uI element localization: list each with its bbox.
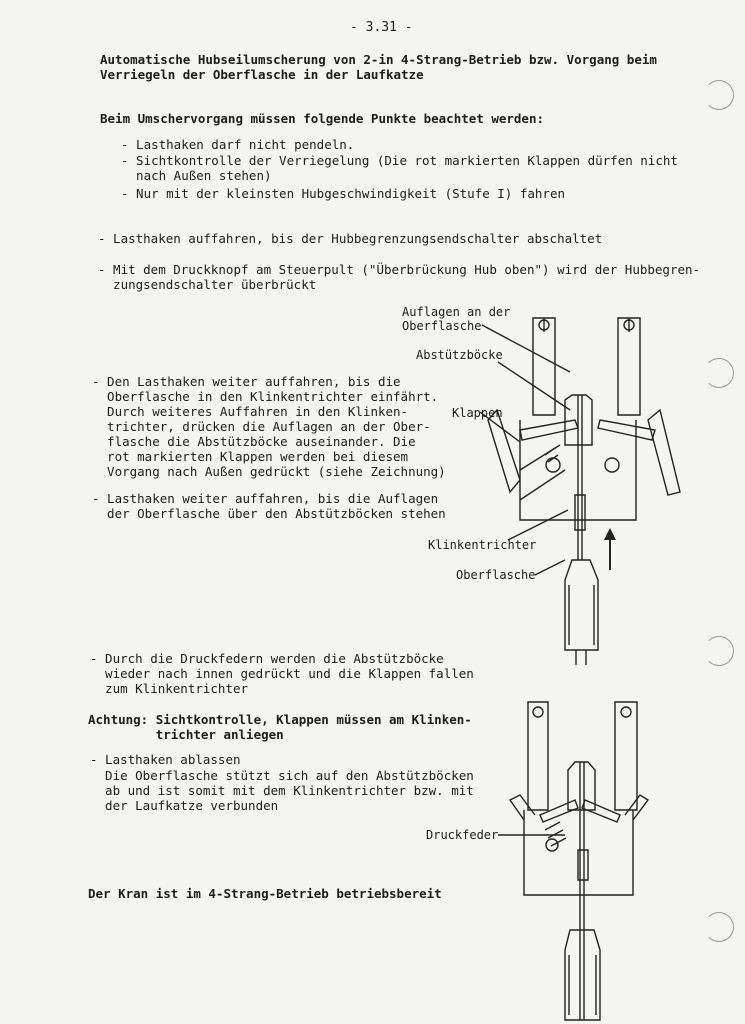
step-2-line-1: - Mit dem Druckknopf am Steuerpult ("Überbrückung Hub oben") wird der Hubbegren- xyxy=(98,262,701,277)
point-2: - Sichtkontrolle der Verriegelung (Die rot markierten Klappen dürfen nicht xyxy=(121,153,678,168)
step-3-line-7: Vorgang nach Außen gedrückt (siehe Zeichnung) xyxy=(92,464,446,479)
binder-hole xyxy=(704,912,734,942)
page-title-line-2: Verriegeln der Oberflasche in der Laufkatze xyxy=(100,67,424,82)
label-abstuetzboecke: Abstützböcke xyxy=(416,348,503,362)
step-4-line-1: - Lasthaken weiter auffahren, bis die Auflagen xyxy=(92,491,439,506)
section-heading: Beim Umschervorgang müssen folgende Punkte beachtet werden: xyxy=(100,111,545,126)
step-4-line-2: der Oberflasche über den Abstützböcken stehen xyxy=(92,506,446,521)
step-2-line-2: zungsendschalter überbrückt xyxy=(98,277,317,292)
point-2b: nach Außen stehen) xyxy=(121,168,272,183)
point-1: - Lasthaken darf nicht pendeln. xyxy=(121,137,355,152)
step-3-line-6: rot markierten Klappen werden bei diesem xyxy=(92,449,409,464)
step-3-line-3: Durch weiteres Auffahren in den Klinken- xyxy=(92,404,409,419)
warning-line-2: trichter anliegen xyxy=(88,727,284,742)
page-number: - 3.31 - xyxy=(350,20,413,35)
step-5-line-2: wieder nach innen gedrückt und die Klappen fallen xyxy=(90,666,474,681)
step-5-line-1: - Durch die Druckfedern werden die Abstützböcke xyxy=(90,651,444,666)
final-statement: Der Kran ist im 4-Strang-Betrieb betriebsbereit xyxy=(88,886,442,901)
page-title-line-1: Automatische Hubseilumscherung von 2-in 4-Strang-Betrieb bzw. Vorgang beim xyxy=(100,52,657,67)
step-5-line-3: zum Klinkentrichter xyxy=(90,681,249,696)
label-oberflasche: Oberflasche xyxy=(456,568,536,582)
step-1: - Lasthaken auffahren, bis der Hubbegrenzungsendschalter abschaltet xyxy=(98,231,603,246)
step-6-line-1: - Lasthaken ablassen xyxy=(90,752,241,767)
step-3-line-2: Oberflasche in den Klinkentrichter einfährt. xyxy=(92,389,439,404)
step-6-line-3: ab und ist somit mit dem Klinkentrichter bzw. mit xyxy=(90,783,474,798)
label-auflagen-2: Oberflasche xyxy=(402,319,482,333)
step-3-line-5: flasche die Abstützböcke auseinander. Die xyxy=(92,434,416,449)
label-druckfeder: Druckfeder xyxy=(426,828,499,842)
step-3-line-1: - Den Lasthaken weiter auffahren, bis die xyxy=(92,374,401,389)
binder-hole xyxy=(704,636,734,666)
point-3: - Nur mit der kleinsten Hubgeschwindigkeit (Stufe I) fahren xyxy=(121,186,566,201)
warning-line-1: Achtung: Sichtkontrolle, Klappen müssen am Klinken- xyxy=(88,712,472,727)
label-klinkentrichter: Klinkentrichter xyxy=(428,538,537,552)
step-6-line-4: der Laufkatze verbunden xyxy=(90,798,279,813)
label-klappen: Klappen xyxy=(452,406,503,420)
diagram-bottom xyxy=(430,695,660,1024)
step-3-line-4: trichter, drücken die Auflagen an der Ober- xyxy=(92,419,431,434)
binder-hole xyxy=(704,358,734,388)
binder-hole xyxy=(704,80,734,110)
label-auflagen-1: Auflagen an der xyxy=(402,305,511,319)
step-6-line-2: Die Oberflasche stützt sich auf den Abstützböcken xyxy=(90,768,474,783)
